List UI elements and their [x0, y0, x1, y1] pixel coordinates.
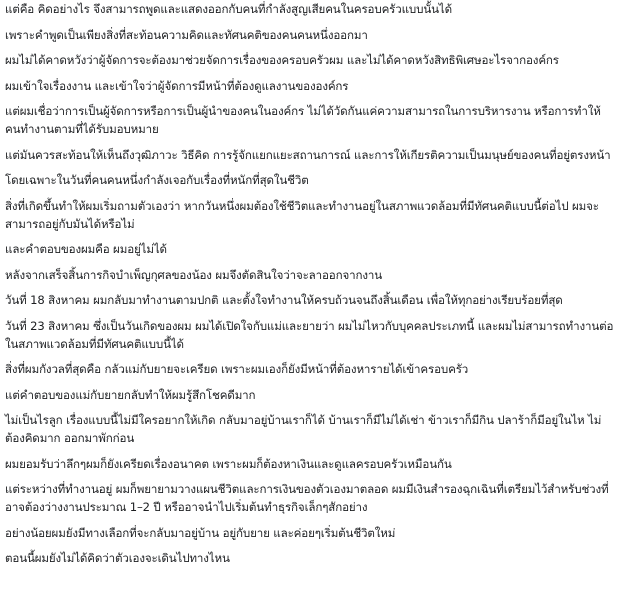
- post-paragraph: โดยเฉพาะในวันที่คนคนหนึ่งกำลังเจอกับเรื่องที่หนักที่สุดในชีวิต: [5, 173, 309, 187]
- post-paragraph: ผมยอมรับว่าลึกๆผมก็ยังเครียดเรื่องอนาคต เพราะผมก็ต้องหาเงินและดูแลครอบครัวเหมือนกัน: [5, 456, 452, 471]
- post-paragraph: แต่ระหว่างที่ทำงานอยู่ ผมก็พยายามวางแผนชีวิตและการเงินของตัวเองมาตลอด ผมมีเงินสำรองฉุกเฉินที่เตรียมไว้สำหรับช่วงที่อาจต้องว่างงานประมาณ 1–2 ปี หรืออาจนำไปเริ่มต้นทำธุรกิจเล็กๆสักอย่าง: [5, 482, 609, 514]
- post-paragraph: สิ่งที่ผมกังวลที่สุดคือ กลัวแม่กับยายจะเครียด เพราะผมเองก็ยังมีหน้าที่ต้องหารายได้เข้าครอบครัว: [5, 362, 469, 376]
- post-paragraph: แต่มันควรสะท้อนให้เห็นถึงวุฒิภาวะ วิธีคิด การรู้จักแยกแยะสถานการณ์ และการให้เกียรติความเป็นมนุษย์ของคนที่อยู่ตรงหน้า: [5, 147, 611, 162]
- post-body: [5, 0, 615, 575]
- post-paragraph: วันที่ 23 สิงหาคม ซึ่งเป็นวันเกิดของผม ผมได้เปิดใจกับแม่และยายว่า ผมไม่ไหวกับบุคคลประเภทนี้ และผมไม่สามารถทำงานต่อในสภาพแวดล้อมที่มีทัศนคติแบบนี้ได้: [5, 318, 614, 351]
- post-paragraph: เพราะคำพูดเป็นเพียงสิ่งที่สะท้อนความคิดและทัศนคติของคนคนหนึ่งออกมา: [5, 27, 368, 42]
- post-paragraph: และคำตอบของผมคือ ผมอยู่ไม่ได้: [5, 242, 167, 256]
- post-paragraph: ไม่เป็นไรลูก เรื่องแบบนี้ไม่มีใครอยากให้เกิด กลับมาอยู่บ้านเราก็ได้ บ้านเราก็มีไม่ได้เช่า ข้าวเราก็มีกิน ปลาร้าก็มีอยู่ในไห ไม่ต้องคิดมาก ออกมาพักก่อน: [5, 413, 602, 445]
- post-paragraph: แต่ผมเชื่อว่าการเป็นผู้จัดการหรือการเป็นผู้นำของคนในองค์กร ไม่ได้วัดกันแค่ความสามารถในการบริหารงาน หรือการทำให้คนทำงานตามที่ได้รับมอบหมาย: [5, 104, 601, 136]
- post-paragraph: ผมไม่ได้คาดหวังว่าผู้จัดการจะต้องมาช่วยจัดการเรื่องของครอบครัวผม และไม่ได้คาดหวังสิทธิพิเศษอะไรจากองค์กร: [5, 53, 559, 67]
- post-paragraph: วันที่ 18 สิงหาคม ผมกลับมาทำงานตามปกติ และตั้งใจทำงานให้ครบถ้วนจนถึงสิ้นเดือน เพื่อให้ทุกอย่างเรียบร้อยที่สุด: [5, 293, 563, 307]
- post-paragraph: ผมเข้าใจเรื่องงาน และเข้าใจว่าผู้จัดการมีหน้าที่ต้องดูแลงานขององค์กร: [5, 78, 349, 93]
- post-paragraph: หลังจากเสร็จสิ้นการกิจบำเพ็ญกุศลของน้อง ผมจึงตัดสินใจว่าจะลาออกจากงาน: [5, 267, 383, 282]
- post-paragraph: อย่างน้อยผมยังมีทางเลือกที่จะกลับมาอยู่บ้าน อยู่กับยาย และค่อยๆเริ่มต้นชีวิตใหม่: [5, 525, 396, 540]
- post-paragraph: แต่คือ คิดอย่างไร จึงสามารถพูดและแสดงออกกับคนที่กำลังสูญเสียคนในครอบครัวแบบนั้นได้: [5, 2, 452, 16]
- post-paragraph: สิ่งที่เกิดขึ้นทำให้ผมเริ่มถามตัวเองว่า หากวันหนึ่งผมต้องใช้ชีวิตและทำงานอยู่ในสภาพแวดล้อมที่มีทัศนคติแบบนี้ต่อไป ผมจะสามารถอยู่กับมันได้หรือไม่: [5, 198, 599, 231]
- post-paragraph: แต่คำตอบของแม่กับยายกลับทำให้ผมรู้สึกโชคดีมาก: [5, 387, 256, 402]
- post-paragraph: ตอนนี้ผมยังไม่ได้คิดว่าตัวเองจะเดินไปทางไหน: [5, 551, 230, 565]
